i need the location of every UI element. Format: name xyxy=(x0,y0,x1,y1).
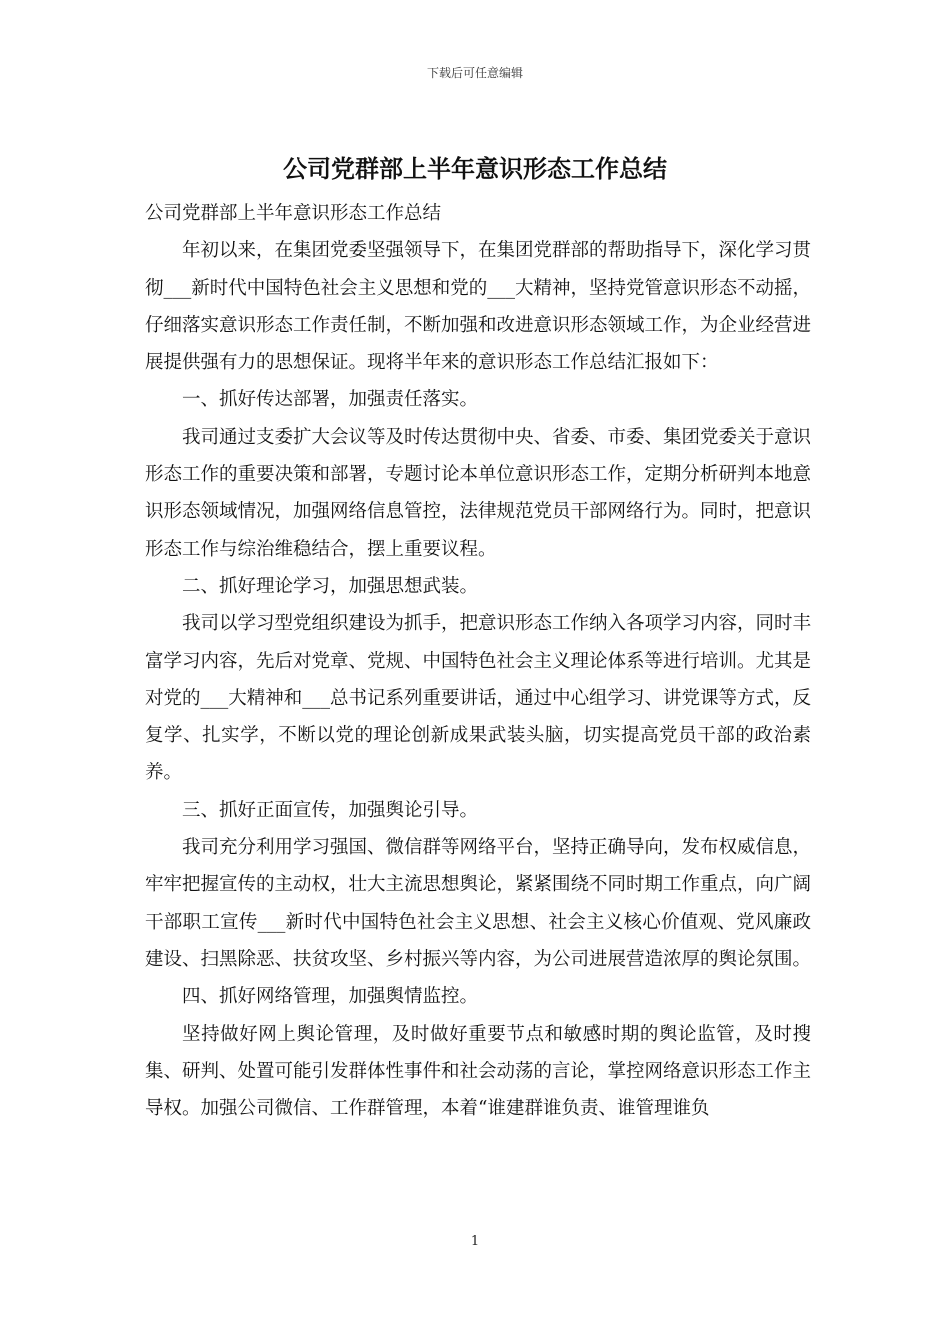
paragraph-intro: 年初以来，在集团党委坚强领导下，在集团党群部的帮助指导下，深化学习贯彻___新时代中国特色社会主义思想和党的___大精神，坚持党管意识形态不动摇，仔细落实意识形态工作责任制，不断加强和改进意识形态领域工作，为企业经营进展提供强有力的思想保证。现将半年来的意识形态工作总结汇报如下： xyxy=(145,240,812,374)
document-body xyxy=(145,195,811,1127)
paragraph-section-2: 我司以学习型党组织建设为抓手，把意识形态工作纳入各项学习内容，同时丰富学习内容，先后对党章、党规、中国特色社会主义理论体系等进行培训。尤其是对党的___大精神和___总书记系列重要讲话，通过中心组学习、讲党课等方式，反复学、扎实学，不断以党的理论创新成果武装头脑，切实提高党员干部的政治素养。 xyxy=(145,613,812,784)
section-heading-4: 四、抓好网络管理，加强舆情监控。 xyxy=(182,986,479,1008)
page-number: 1 xyxy=(470,1234,480,1249)
section-heading-1: 一、抓好传达部署，加强责任落实。 xyxy=(182,389,479,411)
paragraph-section-4: 坚持做好网上舆论管理，及时做好重要节点和敏感时期的舆论监管，及时搜集、研判、处置可能引发群体性事件和社会动荡的言论，掌控网络意识形态工作主导权。加强公司微信、工作群管理，本着“谁建群谁负责、谁管理谁负 xyxy=(145,1023,812,1120)
header-note: 下载后可任意编辑 xyxy=(426,66,523,80)
section-heading-2: 二、抓好理论学习，加强思想武装。 xyxy=(182,575,479,597)
paragraph-section-3: 我司充分利用学习强国、微信群等网络平台，坚持正确导向，发布权威信息，牢牢把握宣传的主动权，壮大主流思想舆论，紧紧围绕不同时期工作重点，向广阔干部职工宣传___新时代中国特色社会主义思想、社会主义核心价值观、党风廉政建设、扫黑除恶、扶贫攻坚、乡村振兴等内容，为公司进展营造浓厚的舆论氛围。 xyxy=(145,837,812,970)
paragraph-section-1: 我司通过支委扩大会议等及时传达贯彻中央、省委、市委、集团党委关于意识形态工作的重要决策和部署，专题讨论本单位意识形态工作，定期分析研判本地意识形态领域情况，加强网络信息管控，法律规范党员干部网络行为。同时，把意识形态工作与综治维稳结合，摆上重要议程。 xyxy=(145,426,812,560)
section-heading-3: 三、抓好正面宣传，加强舆论引导。 xyxy=(182,799,479,821)
document-title: 公司党群部上半年意识形态工作总结 xyxy=(283,154,667,183)
document-subtitle: 公司党群部上半年意识形态工作总结 xyxy=(145,203,442,224)
